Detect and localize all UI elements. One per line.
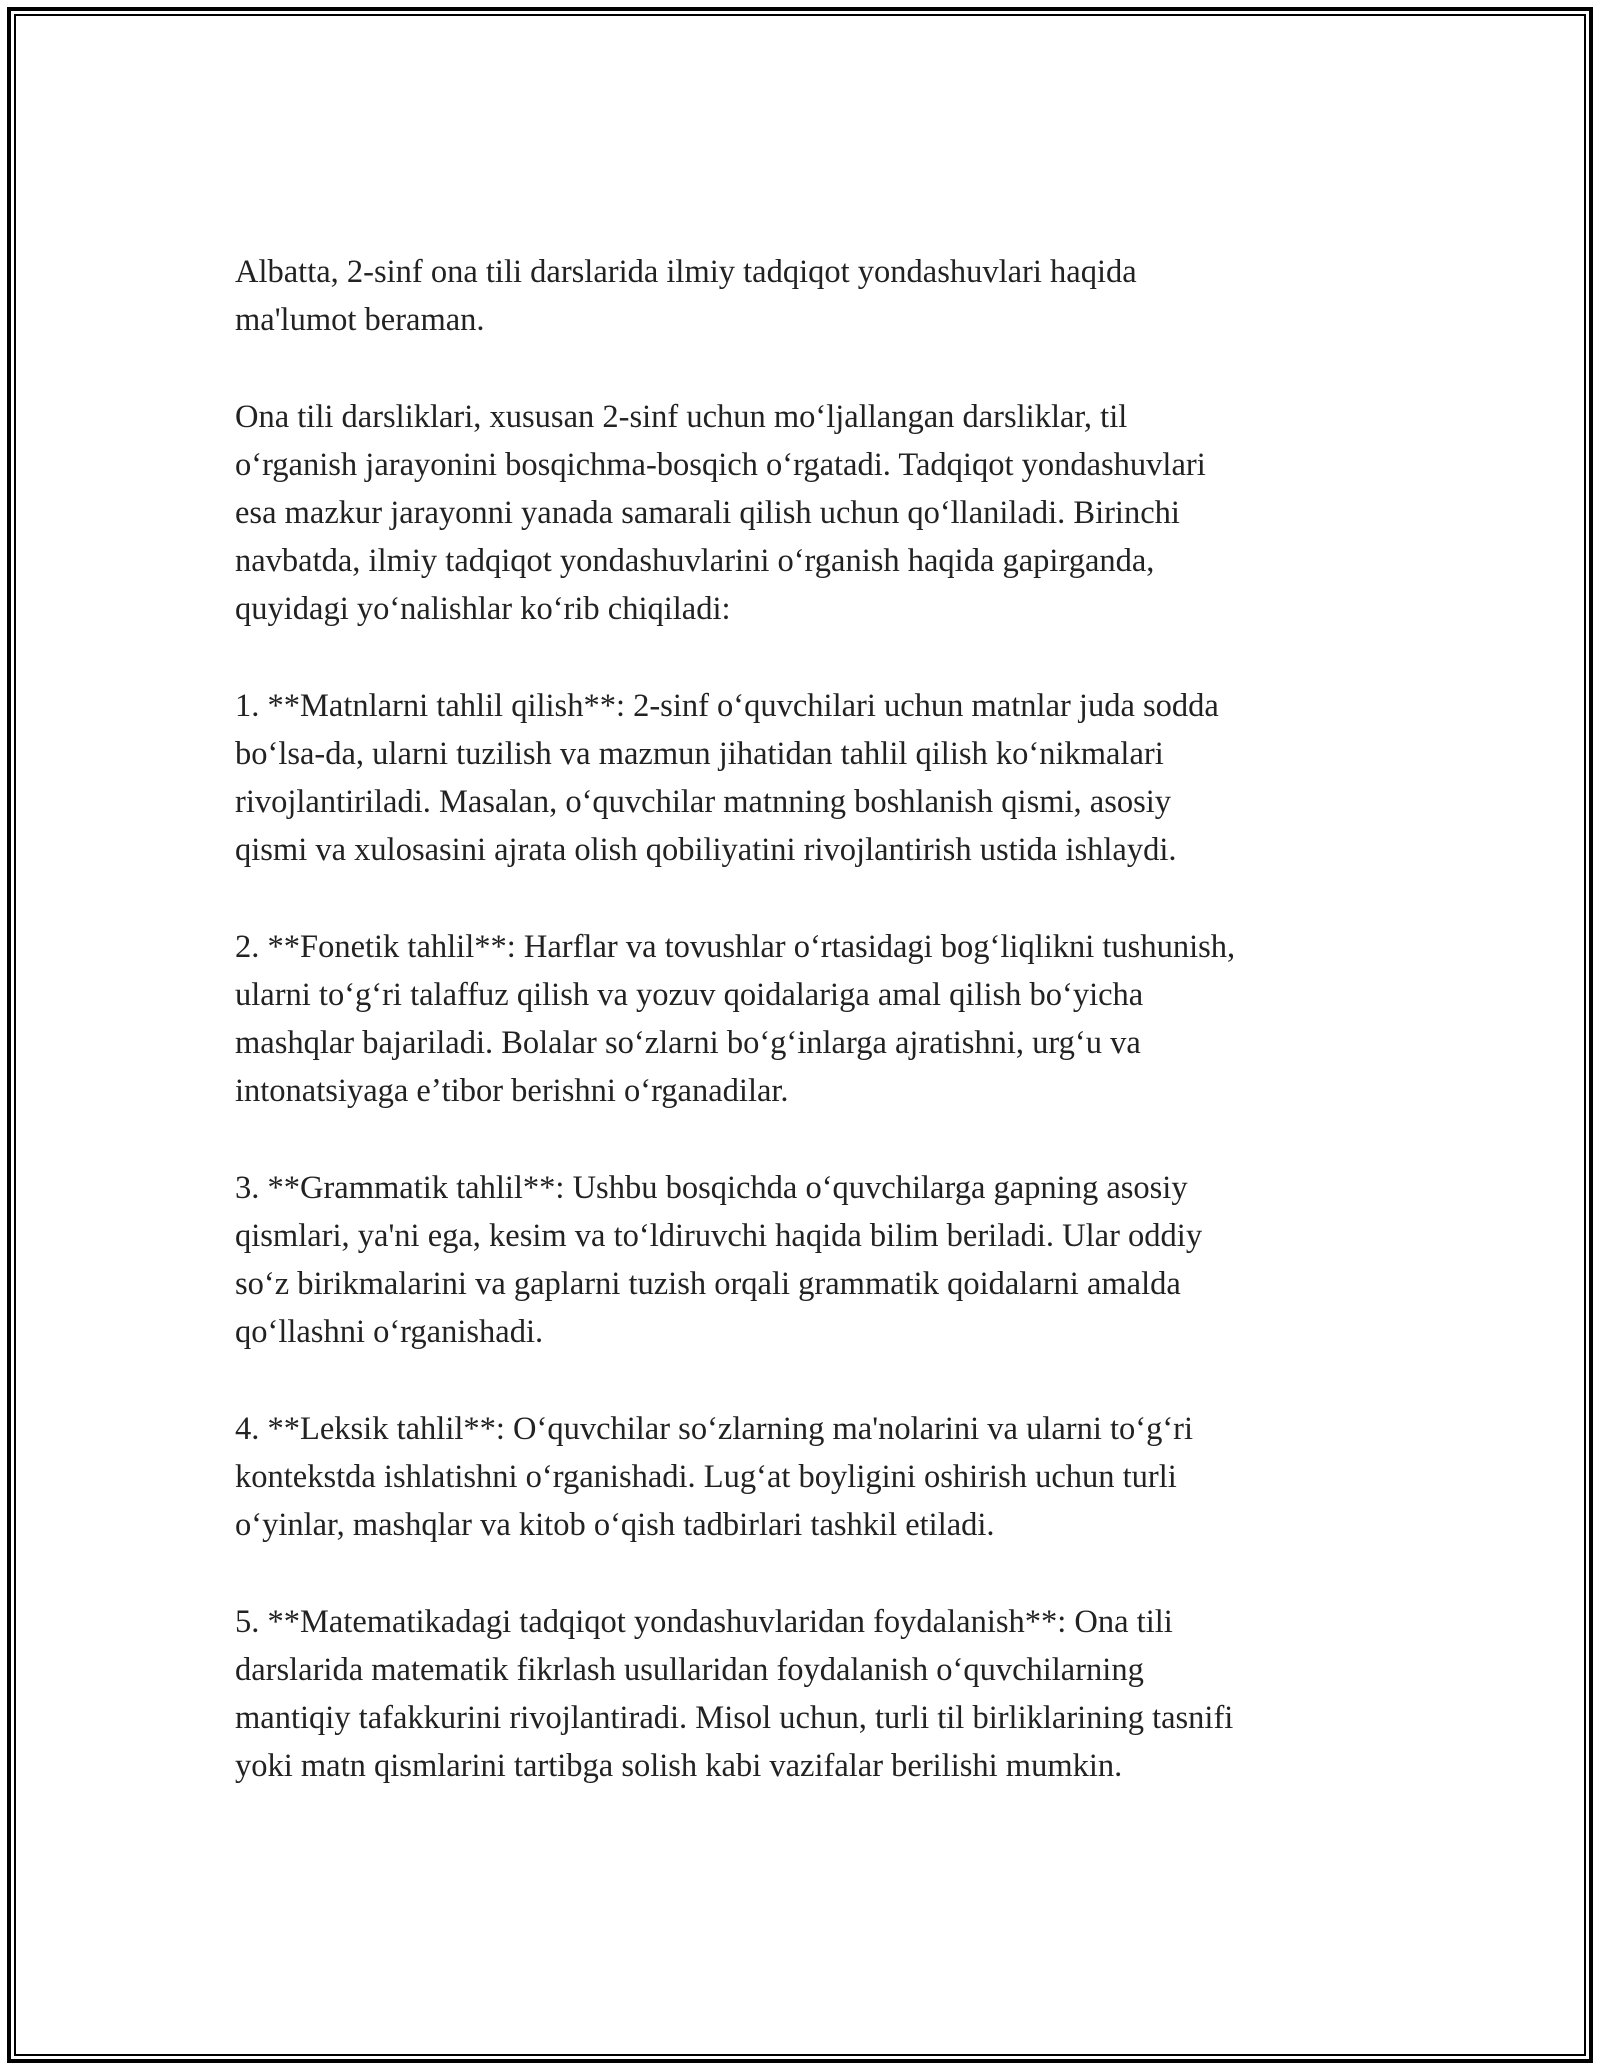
text-line: ularni toʻgʻri talaffuz qilish va yozuv qoidalariga amal qilish boʻyicha	[235, 977, 1144, 1013]
paragraph-overview	[235, 393, 1375, 634]
text-line: soʻz birikmalarini va gaplarni tuzish orqali grammatik qoidalarni amalda	[235, 1266, 1181, 1303]
text-line: Albatta, 2-sinf ona tili darslarida ilmiy tadqiqot yondashuvlari haqida	[235, 254, 1137, 290]
text-line: rivojlantiriladi. Masalan, oʻquvchilar matnning boshlanish qismi, asosiy	[235, 784, 1172, 821]
text-line: ma'lumot beraman.	[235, 302, 485, 339]
paragraph-item-5	[235, 1598, 1375, 1791]
paragraph-item-4	[235, 1405, 1375, 1550]
text-line: boʻlsa-da, ularni tuzilish va mazmun jihatidan tahlil qilish koʻnikmalari	[235, 736, 1164, 772]
text-line: intonatsiyaga eʼtibor berishni oʻrganadilar.	[235, 1073, 789, 1110]
text-line: Ona tili darsliklari, xususan 2-sinf uchun moʻljallangan darsliklar, til	[235, 398, 1128, 435]
paragraph-item-1	[235, 682, 1375, 875]
text-line: qismi va xulosasini ajrata olish qobiliyatini rivojlantirish ustida ishlaydi.	[235, 832, 1177, 869]
paragraph-item-3	[235, 1164, 1375, 1357]
text-line: mantiqiy tafakkurini rivojlantiradi. Misol uchun, turli til birliklarining tasnifi	[235, 1700, 1234, 1736]
text-line: oʻyinlar, mashqlar va kitob oʻqish tadbirlari tashkil etiladi.	[235, 1507, 995, 1544]
text-line: qismlari, ya'ni ega, kesim va toʻldiruvchi haqida bilim beriladi. Ular oddiy	[235, 1218, 1203, 1254]
text-line: kontekstda ishlatishni oʻrganishadi. Lugʻat boyligini oshirish uchun turli	[235, 1459, 1177, 1495]
text-line: qoʻllashni oʻrganishadi.	[235, 1314, 544, 1351]
text-line: 2. **Fonetik tahlil**: Harflar va tovushlar oʻrtasidagi bogʻliqlikni tushunish,	[235, 928, 1236, 965]
text-line: esa mazkur jarayonni yanada samarali qilish uchun qoʻllaniladi. Birinchi	[235, 495, 1180, 531]
text-line: oʻrganish jarayonini bosqichma-bosqich oʻrgatadi. Tadqiqot yondashuvlari	[235, 446, 1206, 483]
text-line: 1. **Matnlarni tahlil qilish**: 2-sinf oʻquvchilari uchun matnlar juda sodda	[235, 687, 1219, 724]
text-line: quyidagi yoʻnalishlar koʻrib chiqiladi:	[235, 591, 731, 628]
text-line: mashqlar bajariladi. Bolalar soʻzlarni boʻgʻinlarga ajratishni, urgʻu va	[235, 1025, 1141, 1062]
paragraph-intro	[235, 248, 1375, 344]
text-line: darslarida matematik fikrlash usullaridan foydalanish oʻquvchilarning	[235, 1651, 1144, 1688]
text-line: 3. **Grammatik tahlil**: Ushbu bosqichda oʻquvchilarga gapning asosiy	[235, 1169, 1188, 1206]
paragraph-item-2	[235, 923, 1375, 1116]
text-line: yoki matn qismlarini tartibga solish kabi vazifalar berilishi mumkin.	[235, 1748, 1123, 1785]
text-line: 5. **Matematikadagi tadqiqot yondashuvlaridan foydalanish**: Ona tili	[235, 1603, 1173, 1640]
text-line: 4. **Leksik tahlil**: Oʻquvchilar soʻzlarning ma'nolarini va ularni toʻgʻri	[235, 1410, 1194, 1447]
document-body	[235, 248, 1375, 1839]
text-line: navbatda, ilmiy tadqiqot yondashuvlarini oʻrganish haqida gapirganda,	[235, 543, 1155, 580]
